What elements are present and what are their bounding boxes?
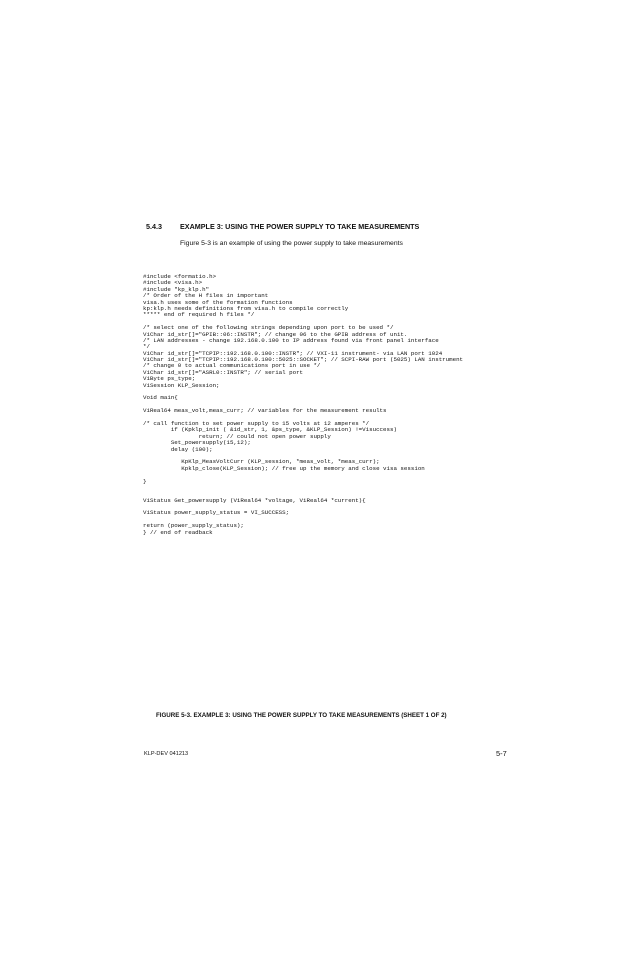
code-line: /* Order of the H files in important	[143, 292, 269, 300]
code-line: ViChar id_str[]="TCPIP::192.168.0.100::INSTR"; // VXI-11 instrument- via LAN port 1024	[143, 349, 443, 357]
code-line: Set_powersupply(15,12);	[143, 439, 251, 447]
footer-page-number: 5-7	[496, 749, 507, 758]
section-number: 5.4.3	[146, 222, 162, 231]
code-line: /* change 0 to actual communications port in use */	[143, 362, 321, 370]
code-line: Void main{	[143, 394, 178, 402]
intro-paragraph: Figure 5-3 is an example of using the power supply to take measurements	[180, 240, 403, 247]
code-listing	[143, 274, 543, 536]
code-line: ViSession KLP_Session;	[143, 381, 220, 389]
code-line: ViStatus power_supply_status = VI_SUCCESS;	[143, 509, 290, 517]
code-line: #include <formatio.h>	[143, 273, 217, 280]
code-line: ViReal64 meas_volt,meas_curr; // variables for the measurement results	[143, 407, 387, 415]
code-line: ViStatus Get_powersupply (ViReal64 *voltage, ViReal64 *current){	[143, 496, 366, 504]
code-line: #include <visa.h>	[143, 279, 203, 287]
code-line: } // end of readback	[143, 528, 213, 536]
code-line: ViByte ps_type;	[143, 375, 196, 383]
figure-caption: FIGURE 5-3. EXAMPLE 3: USING THE POWER SUPPLY TO TAKE MEASUREMENTS (SHEET 1 OF 2)	[156, 712, 447, 719]
code-line: /* select one of the following strings depending upon port to be used */	[143, 324, 394, 332]
code-line: */	[143, 343, 150, 351]
code-line: /* call function to set power supply to 15 volts at 12 amperes */	[143, 419, 370, 427]
code-line: return (power_supply_status);	[143, 522, 244, 530]
code-line: ***** end of required h files */	[143, 311, 255, 319]
section-heading	[146, 222, 419, 231]
code-line: ViChar id_str[]="GPIB::06::INSTR"; // change 06 to the GPIB address of unit.	[143, 330, 408, 338]
code-line: if (Kpklp_init ( &id_str, 1, &ps_type, &KLP_Session) !=Visuccess)	[143, 426, 397, 434]
section-title: EXAMPLE 3: USING THE POWER SUPPLY TO TAKE MEASUREMENTS	[180, 222, 420, 231]
code-line: ViChar id_str[]="ASRL0::INSTR"; // serial port	[143, 368, 304, 376]
code-line: kp:klp.h needs definitions from visa.h to compile correctly	[143, 304, 349, 312]
code-line: }	[143, 477, 147, 485]
code-line: ViChar id_str[]="TCPIP::192.168.0.100::5025::SOCKET"; // SCPI-RAW port (5025) LAN instrument	[143, 356, 464, 364]
code-line: delay (100);	[143, 445, 213, 453]
code-line: visa.h uses some of the formation functions	[143, 298, 293, 306]
code-line: return; // could not open power supply	[143, 432, 331, 440]
code-line: Kpklp_close(KLP_Session); // free up the memory and close visa session	[143, 464, 425, 472]
code-line: KpKlp_MeasVoltCurr (KLP_session, *meas_volt, *meas_curr);	[143, 458, 380, 466]
footer-doc-id: KLP-DEV 041213	[144, 751, 189, 757]
code-line: #include "kp_klp.h"	[143, 285, 210, 293]
code-line: /* LAN addresses - change 192.168.0.100 to IP address found via front panel interface	[143, 336, 439, 344]
